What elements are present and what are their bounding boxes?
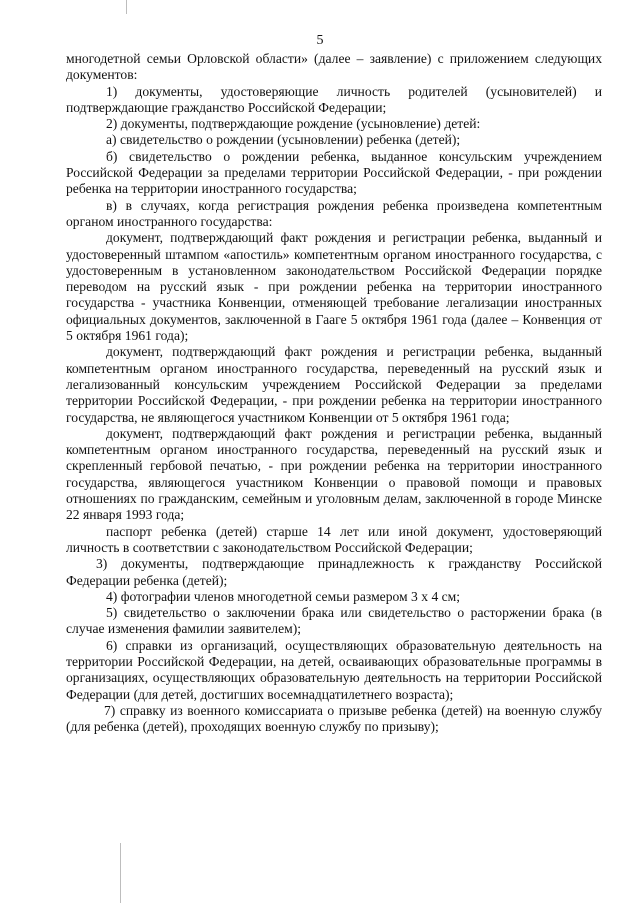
paragraph-intro-continuation: многодетной семьи Орловской области» (далее – заявление) с приложением следующих документов:: [66, 51, 602, 83]
paragraph-item-2v: в) в случаях, когда регистрация рождения ребенка произведена компетентным органом иностранного государства:: [66, 197, 602, 229]
document-body: [66, 51, 602, 735]
top-margin-mark: [126, 0, 127, 14]
bottom-margin-mark: [120, 843, 121, 903]
page-number: 5: [316, 33, 324, 48]
paragraph-item-2a: а) свидетельство о рождении (усыновлении) ребенка (детей);: [106, 132, 461, 148]
paragraph-item-6: 6) справки из организаций, осуществляющих образовательную деятельность на территории Российской Федерации, на детей, осваивающих образовательные программы в организациях, осуществляющих образовательную деятельность на территории Российской Федерации (для детей, достигших восемнадцатилетнего возраста);: [66, 637, 602, 702]
paragraph-minsk-convention-document: документ, подтверждающий факт рождения и регистрации ребенка, выданный компетентным органом иностранного государства, переведенный на русский язык и скрепленный гербовой печатью, - при рождении ребенка на территории иностранного государства, являющегося участником Конвенции о правовой помощи и правовых отношениях по гражданским, семейным и уголовным делам, заключенной в городе Минске 22 января 1993 года;: [66, 425, 602, 523]
paragraph-item-5: 5) свидетельство о заключении брака или свидетельство о расторжении брака (в случае изменения фамилии заявителем);: [66, 605, 602, 637]
paragraph-legalized-document: документ, подтверждающий факт рождения и регистрации ребенка, выданный компетентным органом иностранного государства, переведенный на русский язык и легализованный консульским учреждением Российской Федерации за пределами территории Российской Федерации, - при рождении ребенка на территории иностранного государства, не являющегося участником Конвенции от 5 октября 1961 года;: [66, 344, 602, 425]
paragraph-item-1: 1) документы, удостоверяющие личность родителей (усыновителей) и подтверждающие гражданство Российской Федерации;: [66, 83, 602, 115]
paragraph-apostille-document: документ, подтверждающий факт рождения и регистрации ребенка, выданный и удостоверенный штампом «апостиль» компетентным органом иностранного государства, с удостоверенным в установленном законодательством Российской Федерации порядке переводом на русский язык - при рождении ребенка на территории иностранного государства - участника Конвенции, отменяющей требование легализации иностранных официальных документов, заключенной в Гааге 5 октября 1961 года (далее – Конвенция от 5 октября 1961 года);: [66, 230, 602, 344]
paragraph-item-3: 3) документы, подтверждающие принадлежность к гражданству Российской Федерации ребенка (детей);: [66, 556, 602, 588]
paragraph-item-2b: б) свидетельство о рождении ребенка, выданное консульским учреждением Российской Федерации за пределами территории Российской Федерации, - при рождении ребенка на территории иностранного государства;: [66, 148, 602, 197]
paragraph-child-passport: паспорт ребенка (детей) старше 14 лет или иной документ, удостоверяющий личность в соответствии с законодательством Российской Федерации;: [66, 523, 602, 555]
paragraph-item-2: 2) документы, подтверждающие рождение (усыновление) детей:: [106, 116, 481, 132]
paragraph-item-7: 7) справку из военного комиссариата о призыве ребенка (детей) на военную службу (для ребенка (детей), проходящих военную службу по призыву);: [66, 702, 602, 735]
paragraph-item-4: 4) фотографии членов многодетной семьи размером 3 x 4 см;: [106, 588, 461, 604]
